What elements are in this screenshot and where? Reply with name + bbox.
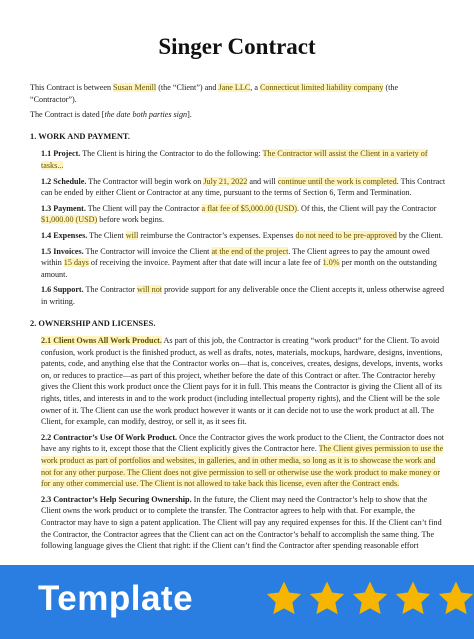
template-label: Template <box>38 579 194 618</box>
document-title: Singer Contract <box>158 34 316 59</box>
document-body <box>30 82 446 556</box>
section-heading-work-payment: 1. WORK AND PAYMENT. <box>30 131 130 141</box>
clause-1-6-support: 1.6 Support. The Contractor will not provide support for any deliverable once the Client accepts it, unless otherwise agreed in writing. <box>41 285 445 306</box>
clause-1-3-payment: 1.3 Payment. The Client will pay the Contractor a flat fee of $5,000.00 (USD). Of this, the Client will pay the Contractor $1,000.00 (USD) before work begins. <box>41 203 437 225</box>
section-heading-ownership-licenses: 2. OWNERSHIP AND LICENSES. <box>30 318 156 328</box>
clause-2-2-contractor-use: 2.2 Contractor’s Use Of Work Product. Once the Contractor gives the work product to the Client, the Contractor does not have any rights to it, except those that the Client explicitly gives the Contractor here. The Client gives permission to use the work product as part of portfolios and websites, in galleries, and in other media, so long as it is to showcase the work and not for any other purpose. The Client does not give permission to sell or otherwise use the work product to make money or for any other commercial use. The Client is not allowed to take back this license, even after the Contract ends. <box>41 432 445 489</box>
rating-stars <box>264 579 474 619</box>
star-icon <box>350 579 390 619</box>
star-icon <box>436 579 474 619</box>
clause-1-4-expenses: 1.4 Expenses. The Client will reimburse the Contractor’s expenses. Expenses do not need to be pre-approved by the Client. <box>41 230 443 240</box>
clause-1-2-schedule: 1.2 Schedule. The Contractor will begin work on July 21, 2022 and will continue until the work is completed. This Contract can be ended by either Client or Contractor at any time, pursuant to the terms of Section 6, Term and Termination. <box>41 176 446 198</box>
clause-1-5-invoices: 1.5 Invoices. The Contractor will invoice the Client at the end of the project. The Client agrees to pay the amount owed within 15 days of receiving the invoice. Payment after that date will incur a late fee of 1.0% per month on the outstanding amount. <box>41 246 437 279</box>
intro-parties: This Contract is between Susan Menill (the “Client”) and Jane LLC, a Connecticut limited liability company (the “Contractor”). <box>30 83 399 104</box>
clause-2-1-client-owns: 2.1 Client Owns All Work Product. As part of this job, the Contractor is creating “work product” for the Client. To avoid confusion, work product is the finished product, as well as drafts, notes, materials, mockups, hardware, designs, inventions, patents, code, and anything else that the Contractor works on—that is, conceives, creates, designs, develops, invents, works on, or reduces to practice—as part of this project, whether before the date of this Contract or after. The Contractor hereby gives the Client this work product once the Client pays for it in full. This means the Contractor is giving the Client all of its rights, titles, and interests in and to the work product (including intellectual property rights), and the Client will be the sole owner of it. The Client can use the work product however it wants or it can decide not to use the work product at all. The Client, for example, can modify, destroy, or sell it, as it sees fit. <box>41 336 443 427</box>
template-banner <box>0 565 474 639</box>
clause-1-1-project: 1.1 Project. The Client is hiring the Contractor to do the following: The Contractor will assist the Client in a variety of tasks... <box>41 149 428 170</box>
intro-date: The Contract is dated [the date both parties sign]. <box>30 110 192 120</box>
star-icon <box>264 579 304 619</box>
clause-2-3-help-securing: 2.3 Contractor’s Help Securing Ownership. In the future, the Client may need the Contractor’s help to show that the Client owns the work product or to complete the transfer. The Contractor agrees to help with that. For example, the Contractor may have to sign a patent application. The Client will pay any required expenses for this. If the Client can’t find the Contractor, the Contractor agrees that the Client can act on the Contractor’s behalf to accomplish the same thing. The following language gives the Client that right: if the Client can’t find the Contractor after spending reasonable effort <box>41 494 442 551</box>
star-icon <box>307 579 347 619</box>
star-icon <box>393 579 433 619</box>
